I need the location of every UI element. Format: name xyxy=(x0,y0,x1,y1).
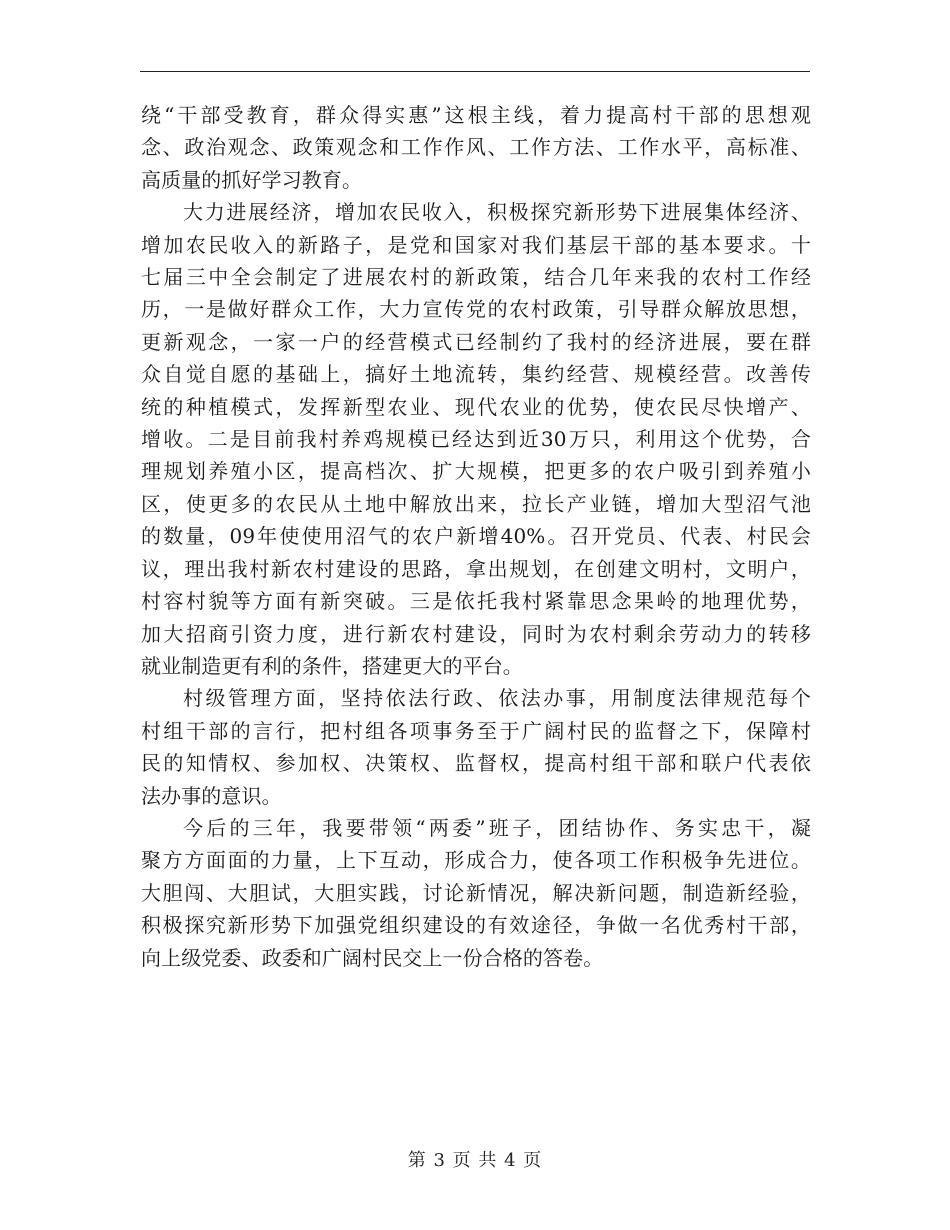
text-line: 的数量，09年使使用沼气的农户新增40%。召开党员、代表、村民会 xyxy=(141,524,811,549)
paragraph-4 xyxy=(141,812,811,974)
text-line: 议，理出我村新农村建设的思路，拿出规划，在创建文明村，文明户， xyxy=(141,556,811,581)
text-line: 区，使更多的农民从土地中解放出来，拉长产业链，增加大型沼气池 xyxy=(141,491,811,516)
text-line: 历，一是做好群众工作，大力宣传党的农村政策，引导群众解放思想， xyxy=(141,297,811,322)
text-line: 积极探究新形势下加强党组织建设的有效途径，争做一名优秀村干部， xyxy=(141,913,811,938)
text-line: 高质量的抓好学习教育。 xyxy=(141,167,363,192)
paragraph-2 xyxy=(141,196,811,682)
text-line: 大力进展经济，增加农民收入，积极探究新形势下进展集体经济、 xyxy=(183,200,811,225)
text-line: 增收。二是目前我村养鸡规模已经达到近30万只，利用这个优势，合 xyxy=(141,427,811,452)
paragraph-1 xyxy=(141,99,811,196)
text-line: 众自觉自愿的基础上，搞好土地流转，集约经营、规模经营。改善传 xyxy=(141,362,811,387)
text-line: 增加农民收入的新路子，是党和国家对我们基层干部的基本要求。十 xyxy=(141,232,811,257)
text-line: 理规划养殖小区，提高档次、扩大规模，把更多的农户吸引到养殖小 xyxy=(141,459,811,484)
page-number: 第 3 页 共 4 页 xyxy=(407,1150,543,1171)
text-line: 民的知情权、参加权、决策权、监督权，提高村组干部和联户代表依 xyxy=(141,751,811,776)
text-line: 村级管理方面，坚持依法行政、依法办事，用制度法律规范每个 xyxy=(183,686,811,711)
header-rule xyxy=(140,71,810,72)
text-line: 法办事的意识。 xyxy=(141,783,282,808)
paragraph-3 xyxy=(141,682,811,812)
text-line: 更新观念，一家一户的经营模式已经制约了我村的经济进展，要在群 xyxy=(141,329,811,354)
document-body xyxy=(141,99,811,974)
text-line: 加大招商引资力度，进行新农村建设，同时为农村剩余劳动力的转移 xyxy=(141,621,811,646)
text-line: 向上级党委、政委和广阔村民交上一份合格的答卷。 xyxy=(141,945,604,970)
text-line: 七届三中全会制定了进展农村的新政策，结合几年来我的农村工作经 xyxy=(141,265,811,290)
text-line: 大胆闯、大胆试，大胆实践，讨论新情况，解决新问题，制造新经验， xyxy=(141,880,811,905)
text-line: 念、政治观念、政策观念和工作作风、工作方法、工作水平，高标准、 xyxy=(141,135,811,160)
text-line: 绕“干部受教育，群众得实惠”这根主线，着力提高村干部的思想观 xyxy=(141,103,811,127)
text-line: 村容村貌等方面有新突破。三是依托我村紧靠思念果岭的地理优势， xyxy=(141,589,811,614)
text-line: 就业制造更有利的条件，搭建更大的平台。 xyxy=(141,653,523,678)
text-line: 统的种植模式，发挥新型农业、现代农业的优势，使农民尽快增产、 xyxy=(141,394,811,419)
text-line: 今后的三年，我要带领“两委”班子，团结协作、务实忠干，凝 xyxy=(183,815,811,840)
text-line: 聚方方面面的力量，上下互动，形成合力，使各项工作积极争先进位。 xyxy=(141,848,811,873)
text-line: 村组干部的言行，把村组各项事务至于广阔村民的监督之下，保障村 xyxy=(141,718,811,743)
